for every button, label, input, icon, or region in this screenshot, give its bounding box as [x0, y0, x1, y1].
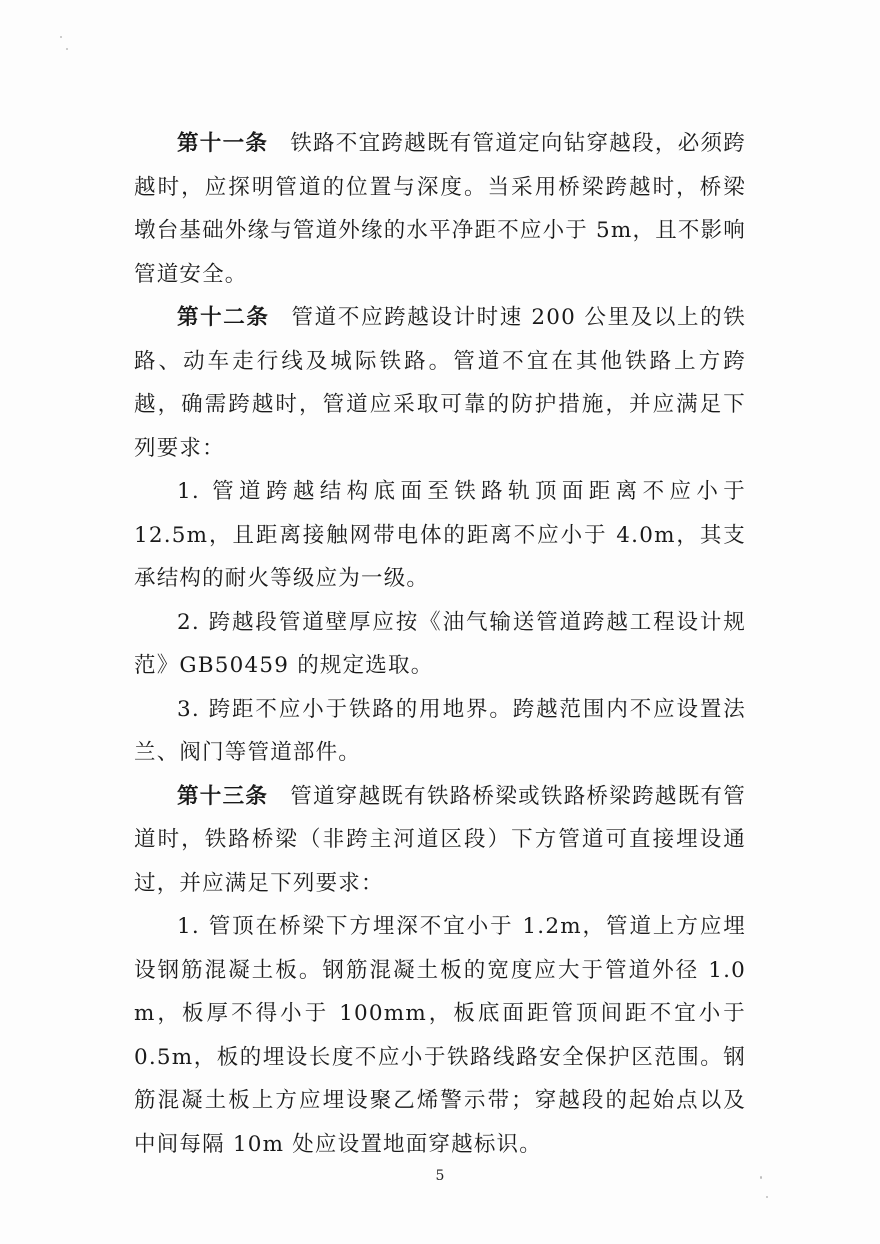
scan-speck	[766, 1196, 768, 1198]
page-number: 5	[435, 1168, 445, 1184]
article-13-text: 管道穿越既有铁路桥梁或铁路桥梁跨越既有管道时，铁路桥梁（非跨主河道区段）下方管道可直接埋设通过，并应满足下列要求：	[134, 783, 746, 896]
article-13	[134, 775, 746, 906]
scan-speck	[60, 36, 62, 38]
article-11-text: 铁路不宜跨越既有管道定向钻穿越段，必须跨越时，应探明管道的位置与深度。当采用桥梁跨越时，桥梁墩台基础外缘与管道外缘的水平净距不应小于 5m，且不影响管道安全。	[134, 131, 747, 287]
article-12	[134, 296, 746, 470]
article-13-heading: 第十三条	[177, 783, 269, 809]
article-11	[134, 122, 746, 296]
scan-speck	[66, 48, 68, 50]
article-12-item-2: 2. 跨越段管道壁厚应按《油气输送管道跨越工程设计规范》GB50459 的规定选取。	[134, 609, 746, 678]
article-11-heading: 第十一条	[177, 131, 269, 156]
article-12-item-1: 1. 管道跨越结构底面至铁路轨顶面距离不应小于 12.5m，且距离接触网带电体的距离不应小于 4.0m，其支承结构的耐火等级应为一级。	[134, 479, 746, 591]
article-12-heading: 第十二条	[177, 305, 270, 330]
article-12-item-3: 3. 跨距不应小于铁路的用地界。跨越范围内不应设置法兰、阀门等管道部件。	[134, 696, 746, 765]
article-12-text: 管道不应跨越设计时速 200 公里及以上的铁路、动车走行线及城际铁路。管道不宜在其他铁路上方跨越，确需跨越时，管道应采取可靠的防护措施，并应满足下列要求：	[134, 305, 746, 461]
document-body	[134, 122, 746, 1166]
article-13-item-1: 1. 管顶在桥梁下方埋深不宜小于 1.2m，管道上方应埋设钢筋混凝土板。钢筋混凝土板的宽度应大于管道外径 1.0 m，板厚不得小于 100mm，板底面距管顶间距不宜小于 0.5m，板的埋设长度不应小于铁路线路安全保护区范围。钢筋混凝土板上方应埋设聚乙烯警示带；穿越段的起始点以及中间每隔 10m 处应设置地面穿越标识。	[134, 914, 746, 1157]
